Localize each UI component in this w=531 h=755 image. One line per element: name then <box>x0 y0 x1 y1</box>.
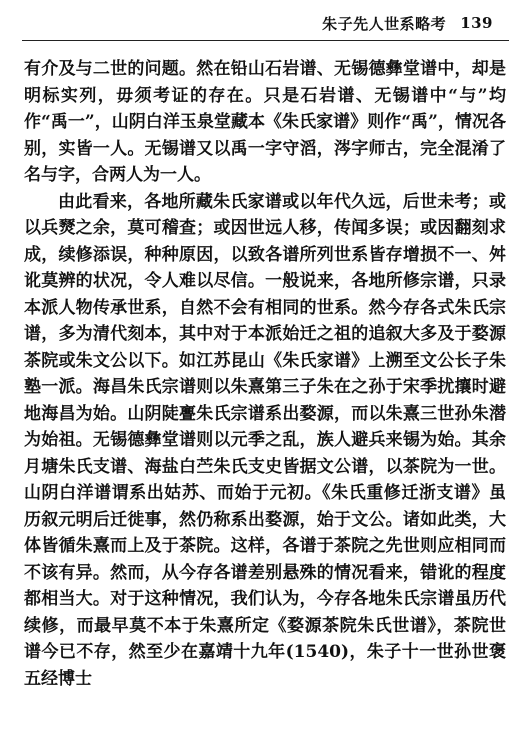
page-number: 139 <box>460 14 493 32</box>
running-header-title: 朱子先人世系略考 <box>322 14 447 33</box>
header-rule <box>22 40 509 41</box>
running-header <box>322 10 493 36</box>
paragraph-2: 由此看来，各地所藏朱氏家谱或以年代久远，后世未考；或以兵燹之余，莫可稽查；或因世远人移，传闻多误；或因翻刻求成，续修添误，种种原因，以致各谱所列世系皆存增损不一、舛讹莫辨的状况，令人难以尽信。一般说来，各地所修宗谱，只录本派人物传承世系，自然不会有相同的世系。然今存各式朱氏宗谱，多为清代刻本，其中对于本派始迁之祖的追叙大多及于婺源茶院或朱文公以下。如江苏昆山《朱氏家谱》上溯至文公长子朱塾一派。海昌朱氏宗谱则以朱熹第三子朱在之孙于宋季扰攘时避地海昌为始。山阴陡亹朱氏宗谱系出婺源，而以朱熹三世孙朱潜为始祖。无锡德彝堂谱则以元季之乱，族人避兵来锡为始。其余月塘朱氏支谱、海盐白苎朱氏支史皆据文公谱，以茶院为一世。山阴白洋谱谓系出姑苏、而始于元初。《朱氏重修迁浙支谱》虽历叙元明后迁徙事，然仍称系出婺源，始于文公。诸如此类，大体皆循朱熹而上及于茶院。这样，各谱于茶院之先世则应相同而不该有异。然而，从今存各谱差别悬殊的情况看来，错讹的程度都相当大。对于这种情况，我们认为，今存各地朱氏宗谱虽历代续修，而最早莫不本于朱熹所定《婺源茶院朱氏世谱》，茶院世谱今已不存，然至少在嘉靖十九年(1540)，朱子十一世孙世褒五经博士 <box>24 191 506 689</box>
body-text <box>24 56 506 692</box>
paragraph-1: 有介及与二世的问题。然在铅山石岩谱、无锡德彝堂谱中，却是明标实列，毋须考证的存在。只是石岩谱、无锡谱中“与”均作“禹一”，山阴白洋玉泉堂藏本《朱氏家谱》则作“禹”，情况各别，实皆一人。无锡谱又以禹一字守滔，涔字师古，完全混淆了名与字，合两人为一人。 <box>24 59 506 185</box>
